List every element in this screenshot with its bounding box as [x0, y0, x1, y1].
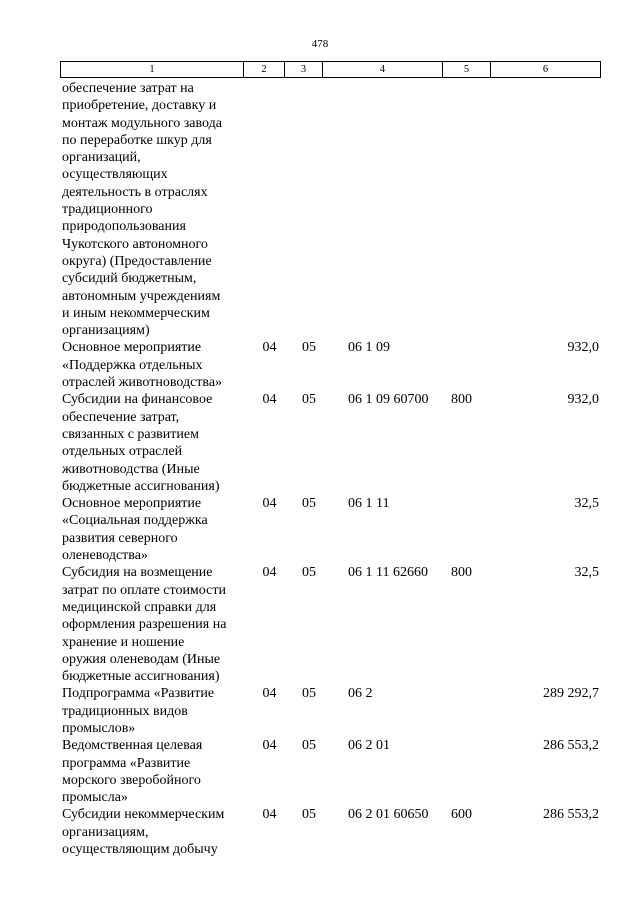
row-name	[60, 685, 245, 737]
row-name-line: Ведомственная целевая	[62, 738, 203, 754]
row-name-line: развития северного	[62, 530, 178, 546]
column-header-1: 1	[61, 62, 244, 78]
table-row	[60, 339, 601, 391]
row-name-line: деятельность в отраслях	[62, 184, 208, 200]
row-subsection: 05	[302, 686, 316, 702]
row-name	[60, 391, 245, 495]
row-name-line: монтаж модульного завода	[62, 115, 222, 131]
row-name	[60, 339, 245, 391]
row-subsection: 05	[302, 738, 316, 754]
row-expense-type: 600	[451, 807, 472, 823]
row-name-line: обеспечение затрат на	[62, 81, 194, 96]
row-section: 04	[262, 340, 277, 356]
row-subsection: 05	[302, 392, 316, 408]
row-subsection: 05	[302, 807, 316, 823]
row-name-line: Основное мероприятие	[62, 340, 202, 356]
row-name-line: традиционного	[62, 202, 153, 218]
row-name-line: отраслей животноводства»	[62, 375, 223, 391]
row-subsection: 05	[302, 565, 316, 581]
row-expense-type	[448, 685, 499, 737]
row-name-line: бюджетные ассигнования)	[62, 669, 220, 685]
row-section: 04	[262, 807, 277, 823]
row-name	[60, 80, 245, 339]
row-section: 04	[262, 496, 277, 512]
row-name-line: «Поддержка отдельных	[62, 357, 203, 373]
column-header-5: 5	[443, 62, 491, 78]
row-name-line: природопользования	[62, 219, 186, 235]
row-expense-type	[448, 339, 499, 391]
column-header-row	[61, 62, 601, 78]
row-name-line: Субсидии некоммерческим	[62, 807, 225, 823]
row-name	[60, 737, 245, 806]
row-target-code: 06 1 11	[348, 496, 390, 512]
row-section: 04	[262, 738, 277, 754]
row-name-line: Подпрограмма «Развитие	[62, 686, 215, 702]
row-name-line: отдельных отраслей	[62, 444, 183, 460]
row-name-line: осуществляющих	[62, 167, 168, 183]
column-header-6: 6	[491, 62, 601, 78]
row-name-line: животноводства (Иные	[62, 461, 200, 477]
row-target-code	[328, 80, 448, 339]
row-section: 04	[262, 392, 277, 408]
row-name-line: и иным некоммерческим	[62, 305, 210, 321]
row-name-line: затрат по оплате стоимости	[62, 582, 226, 598]
table-row	[60, 737, 601, 806]
row-name-line: по переработке шкур для	[62, 132, 212, 148]
row-name	[60, 564, 245, 685]
budget-table-body	[60, 80, 601, 858]
column-header-3: 3	[285, 62, 323, 78]
row-name-line: промыслов»	[62, 720, 136, 736]
row-target-code: 06 2	[348, 686, 373, 702]
row-subsection	[290, 80, 328, 339]
row-name-line: организациям)	[62, 323, 150, 339]
column-header-4: 4	[323, 62, 443, 78]
row-expense-type	[448, 495, 499, 564]
row-amount: 286 553,2	[543, 738, 599, 754]
row-name-line: промысла»	[62, 790, 128, 806]
row-name-line: хранение и ношение	[62, 634, 185, 650]
row-expense-type	[448, 737, 499, 806]
row-name-line: бюджетные ассигнования)	[62, 478, 220, 494]
row-name-line: традиционных видов	[62, 703, 188, 719]
row-name-line: связанных с развитием	[62, 426, 199, 442]
row-name-line: оленеводства»	[62, 548, 148, 564]
row-subsection: 05	[302, 496, 316, 512]
row-name-line: обеспечение затрат,	[62, 409, 180, 425]
row-amount: 286 553,2	[543, 807, 599, 823]
row-amount: 289 292,7	[543, 686, 599, 702]
row-section: 04	[262, 686, 277, 702]
row-name-line: «Социальная поддержка	[62, 513, 208, 529]
table-row	[60, 564, 601, 685]
row-name-line: субсидий бюджетным,	[62, 271, 197, 287]
row-name-line: программа «Развитие	[62, 755, 191, 771]
row-target-code: 06 1 09	[348, 340, 390, 356]
column-header-table	[60, 61, 601, 78]
row-amount: 32,5	[574, 565, 599, 581]
row-amount: 32,5	[574, 496, 599, 512]
row-name-line: автономным учреждениям	[62, 288, 221, 304]
row-amount: 932,0	[567, 340, 599, 356]
row-amount	[499, 80, 601, 339]
page-number: 478	[311, 38, 329, 50]
row-expense-type	[448, 80, 499, 339]
row-subsection: 05	[302, 340, 316, 356]
row-name-line: оружия оленеводам (Иные	[62, 651, 221, 667]
row-name	[60, 495, 245, 564]
row-name-line: медицинской справки для	[62, 599, 217, 615]
row-expense-type: 800	[451, 565, 472, 581]
row-name-line: оформления разрешения на	[62, 617, 227, 633]
row-target-code: 06 1 11 62660	[348, 565, 428, 581]
table-row	[60, 80, 601, 339]
table-row	[60, 495, 601, 564]
row-expense-type: 800	[451, 392, 472, 408]
row-name-line: Субсидии на финансовое	[62, 392, 213, 408]
table-row	[60, 806, 601, 858]
row-target-code: 06 1 09 60700	[348, 392, 429, 408]
table-row	[60, 685, 601, 737]
column-header-2: 2	[244, 62, 285, 78]
row-amount: 932,0	[567, 392, 599, 408]
row-section	[245, 80, 290, 339]
row-name-line: Субсидия на возмещение	[62, 565, 213, 581]
row-name-line: округа) (Предоставление	[62, 253, 212, 269]
row-name-line: организаций,	[62, 150, 141, 166]
row-name-line: морского зверобойного	[62, 772, 201, 788]
row-target-code: 06 2 01 60650	[348, 807, 429, 823]
row-name-line: приобретение, доставку и	[62, 98, 217, 114]
row-section: 04	[262, 565, 277, 581]
row-name	[60, 806, 245, 858]
row-name-line: Основное мероприятие	[62, 496, 202, 512]
row-name-line: Чукотского автономного	[62, 236, 208, 252]
row-target-code: 06 2 01	[348, 738, 390, 754]
row-name-line: осуществляющим добычу	[62, 842, 218, 858]
table-row	[60, 391, 601, 495]
row-name-line: организациям,	[62, 824, 149, 840]
